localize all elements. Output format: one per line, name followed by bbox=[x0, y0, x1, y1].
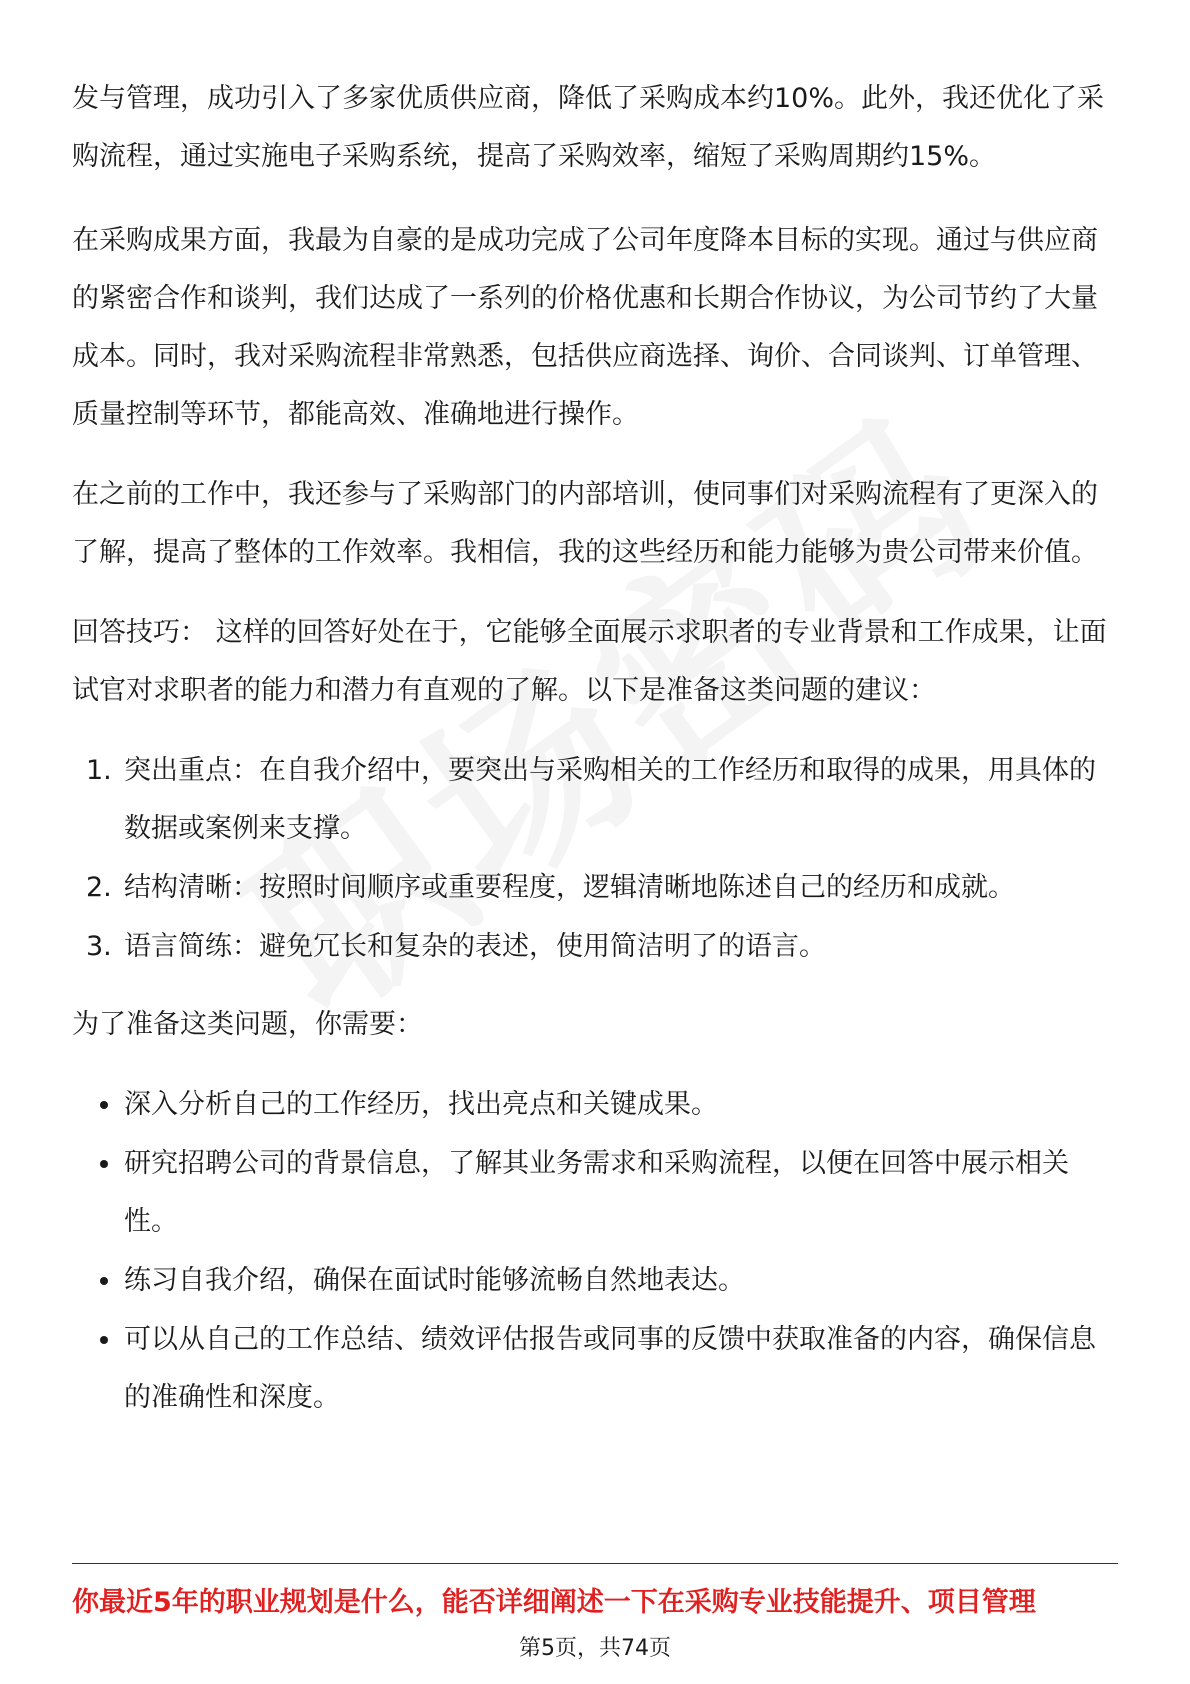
prep-list bbox=[72, 1076, 1122, 1427]
list-item-text: 研究招聘公司的背景信息，了解其业务需求和采购流程，以便在回答中展示相关性。 bbox=[124, 1148, 1069, 1237]
list-item-text: 深入分析自己的工作经历，找出亮点和关键成果。 bbox=[124, 1089, 718, 1120]
tips-list bbox=[72, 742, 1122, 976]
document-body bbox=[72, 70, 1122, 1428]
list-number: 3. bbox=[86, 931, 112, 962]
list-item bbox=[72, 1076, 1122, 1134]
list-item bbox=[72, 742, 1122, 858]
list-item-text: 练习自我介绍，确保在面试时能够流畅自然地表达。 bbox=[124, 1265, 745, 1296]
paragraph-achievements: 在采购成果方面，我最为自豪的是成功完成了公司年度降本目标的实现。通过与供应商的紧密合作和谈判，我们达成了一系列的价格优惠和长期合作协议，为公司节约了大量成本。同时，我对采购流程非常熟悉，包括供应商选择、询价、合同谈判、订单管理、质量控制等环节，都能高效、准确地进行操作。 bbox=[72, 225, 1098, 430]
list-number: 1. bbox=[86, 755, 112, 786]
list-item bbox=[72, 1311, 1122, 1427]
paragraph-answer-tips: 回答技巧： 这样的回答好处在于，它能够全面展示求职者的专业背景和工作成果，让面试官对求职者的能力和潜力有直观的了解。以下是准备这类问题的建议： bbox=[72, 617, 1107, 706]
list-item bbox=[72, 1252, 1122, 1310]
list-item bbox=[72, 859, 1122, 917]
list-item-text: 语言简练：避免冗长和复杂的表述，使用简洁明了的语言。 bbox=[124, 931, 826, 962]
bullet-icon bbox=[100, 1160, 108, 1168]
bullet-icon bbox=[100, 1101, 108, 1109]
list-item bbox=[72, 1135, 1122, 1251]
list-item-text: 结构清晰：按照时间顺序或重要程度，逻辑清晰地陈述自己的经历和成就。 bbox=[124, 872, 1015, 903]
list-item-text: 可以从自己的工作总结、绩效评估报告或同事的反馈中获取准备的内容，确保信息的准确性和深度。 bbox=[124, 1324, 1096, 1413]
paragraph-intro: 发与管理，成功引入了多家优质供应商，降低了采购成本约10%。此外，我还优化了采购流程，通过实施电子采购系统，提高了采购效率，缩短了采购周期约15%。 bbox=[72, 83, 1105, 172]
paragraph-prep-intro: 为了准备这类问题，你需要： bbox=[72, 1009, 423, 1040]
bullet-icon bbox=[100, 1277, 108, 1285]
list-number: 2. bbox=[86, 872, 112, 903]
paragraph-training: 在之前的工作中，我还参与了采购部门的内部培训，使同事们对采购流程有了更深入的了解，提高了整体的工作效率。我相信，我的这些经历和能力能够为贵公司带来价值。 bbox=[72, 479, 1098, 568]
bullet-icon bbox=[100, 1336, 108, 1344]
page-number: 第5页，共74页 bbox=[519, 1636, 671, 1661]
list-item bbox=[72, 918, 1122, 976]
next-question-heading: 你最近5年的职业规划是什么，能否详细阐述一下在采购专业技能提升、项目管理 bbox=[72, 1587, 1036, 1618]
footer-divider bbox=[72, 1563, 1118, 1564]
list-item-text: 突出重点：在自我介绍中，要突出与采购相关的工作经历和取得的成果，用具体的数据或案例来支撑。 bbox=[124, 755, 1096, 844]
